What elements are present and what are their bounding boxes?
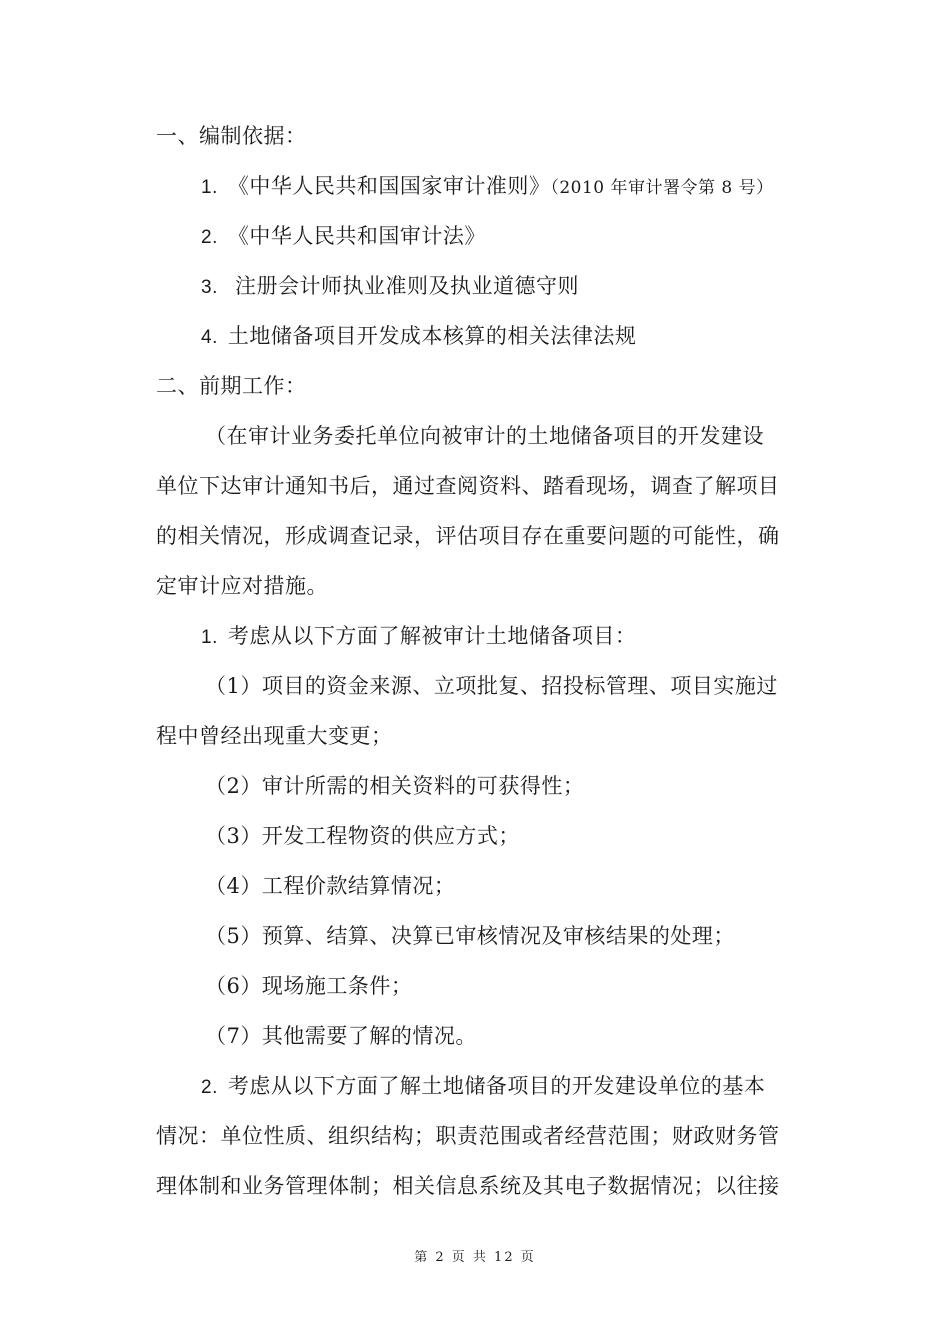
paragraph-line: 的相关情况，形成调查记录，评估项目存在重要问题的可能性，确 [156, 524, 780, 548]
sub-item-line: （2）审计所需的相关资料的可获得性； [205, 774, 585, 798]
paragraph-line: 理体制和业务管理体制；相关信息系统及其电子数据情况；以往接 [156, 1174, 780, 1198]
basis-item-text: 《中华人民共和国国家审计准则》 [227, 174, 551, 198]
sub-item-line: 程中曾经出现重大变更； [156, 724, 393, 748]
basis-item-text: 土地储备项目开发成本核算的相关法律法规 [227, 324, 637, 348]
section-heading-basis: 一、编制依据： [156, 124, 307, 148]
sub-item-line: （6）现场施工条件； [205, 974, 413, 998]
paragraph-line: 情况：单位性质、组织结构；职责范围或者经营范围；财政财务管 [156, 1124, 780, 1148]
sub-item-line: （3）开发工程物资的供应方式； [205, 824, 520, 848]
basis-item-1 [201, 171, 774, 203]
section-heading-preliminary: 二、前期工作： [156, 374, 307, 398]
page-footer: 第 2 页 共 12 页 [414, 1250, 536, 1265]
basis-item-note: （2010 年审计署令第 8 号） [550, 178, 774, 198]
basis-item-number: 3. [201, 277, 218, 298]
basis-item-text: 《中华人民共和国审计法》 [227, 224, 486, 248]
sub-item-line: （1）项目的资金来源、立项批复、招投标管理、项目实施过 [205, 674, 778, 698]
sub-item-line: （7）其他需要了解的情况。 [205, 1024, 477, 1048]
numbered-item-2 [201, 1071, 765, 1103]
basis-item-4 [201, 321, 636, 353]
paragraph-line: 单位下达审计通知书后，通过查阅资料、踏看现场，调查了解项目 [156, 474, 780, 498]
paragraph-line: 定审计应对措施。 [156, 574, 328, 598]
basis-item-number: 2. [201, 227, 218, 248]
numbered-item-1 [201, 621, 636, 653]
basis-item-2 [201, 221, 486, 253]
item-number: 1. [201, 627, 218, 648]
basis-item-number: 4. [201, 327, 218, 348]
paragraph-line: （在审计业务委托单位向被审计的土地储备项目的开发建设 [205, 424, 764, 448]
basis-item-3 [201, 271, 579, 303]
item-text: 考虑从以下方面了解被审计土地储备项目： [227, 624, 637, 648]
basis-item-number: 1. [201, 177, 218, 198]
basis-item-text: 注册会计师执业准则及执业道德守则 [227, 274, 580, 298]
sub-item-line: （5）预算、结算、决算已审核情况及审核结果的处理； [205, 924, 735, 948]
item-text: 考虑从以下方面了解土地储备项目的开发建设单位的基本 [227, 1074, 766, 1098]
sub-item-line: （4）工程价款结算情况； [205, 874, 456, 898]
item-number: 2. [201, 1077, 218, 1098]
